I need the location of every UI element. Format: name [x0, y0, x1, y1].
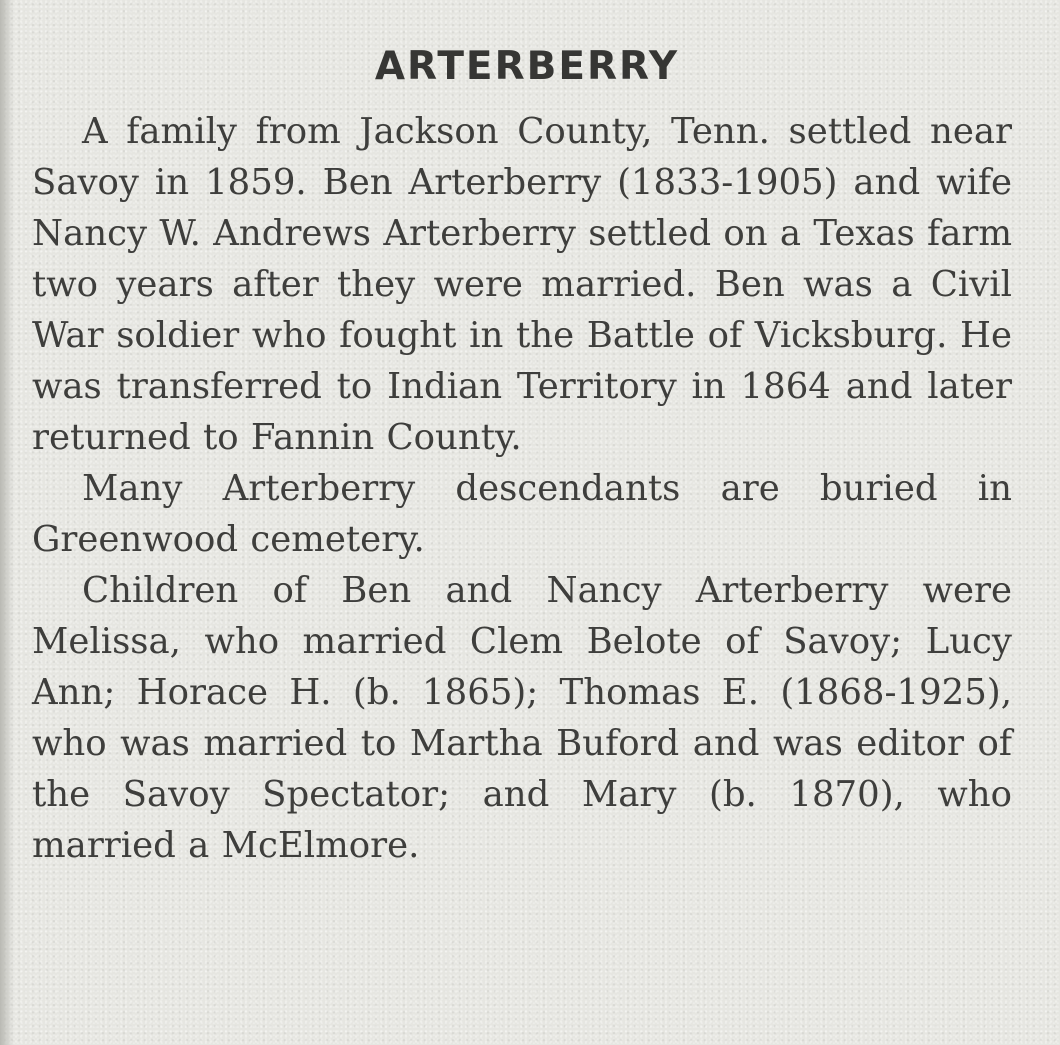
- article-heading: ARTERBERRY: [374, 44, 680, 89]
- page-edge-shadow: [0, 0, 14, 1045]
- paragraph-family-history: A family from Jackson County, Tenn. settled near Savoy in 1859. Ben Arterberry (1833-1905) and wife Nancy W. Andrews Arterberry settled on a Texas farm two years after they were married. Ben was a Civil War soldier who fought in the Battle of Vicksburg. He was transferred to Indian Territory in 1864 and later returned to Fannin County.: [32, 111, 1012, 458]
- paragraph-cemetery: Many Arterberry descendants are buried in Greenwood cemetery.: [32, 468, 1012, 560]
- article-clipping: [32, 38, 1012, 871]
- paragraph-children: Children of Ben and Nancy Arterberry were Melissa, who married Clem Belote of Savoy; Lucy Ann; Horace H. (b. 1865); Thomas E. (1868-1925), who was married to Martha Buford and was editor of the Savoy Spectator; and Mary (b. 1870), who married a McElmore.: [32, 570, 1012, 866]
